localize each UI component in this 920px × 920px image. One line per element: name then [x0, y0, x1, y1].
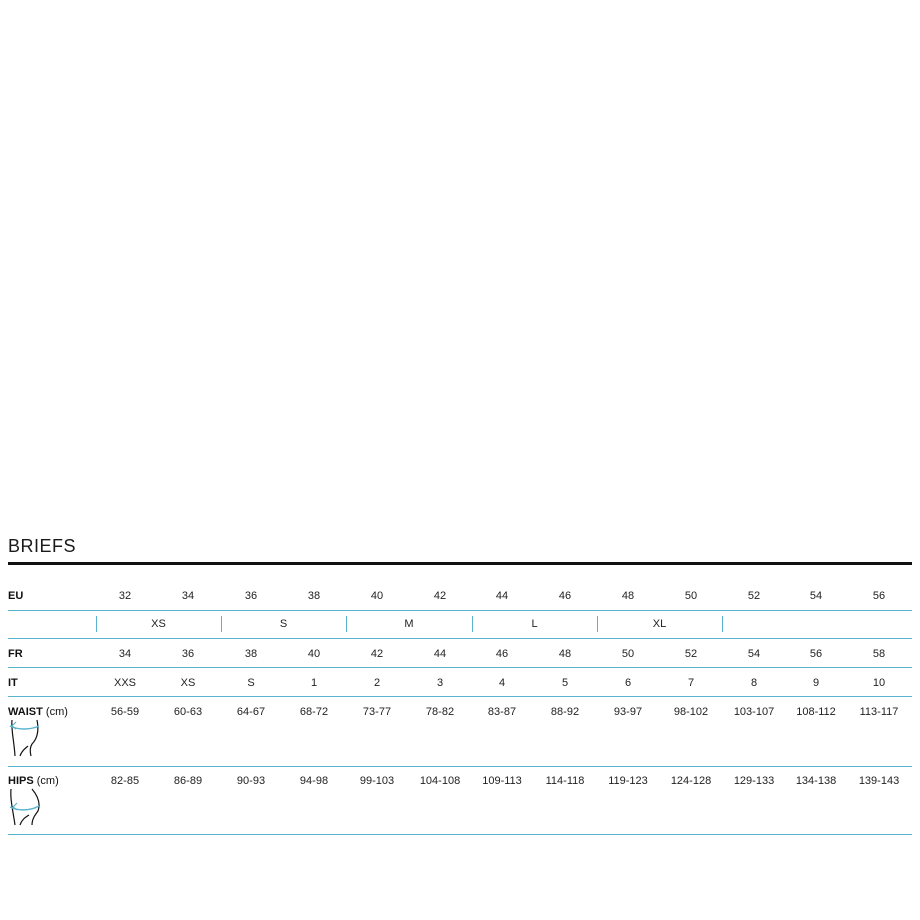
waist-range-cell: 93-97 — [613, 706, 643, 718]
eu-size-cell: 50 — [684, 590, 698, 602]
row-divider — [8, 834, 912, 835]
it-size-cell: 9 — [812, 677, 820, 689]
alpha-size-cell: XL — [652, 618, 667, 630]
waist-range-cell: 73-77 — [362, 706, 392, 718]
fr-size-cell: 36 — [181, 648, 195, 660]
waist-range-cell: 98-102 — [673, 706, 709, 718]
hips-range-cell: 82-85 — [110, 775, 140, 787]
alpha-size-cell: M — [404, 618, 414, 630]
eu-size-cell: 56 — [872, 590, 886, 602]
hips-range-cell: 129-133 — [733, 775, 775, 787]
eu-size-cell: 38 — [307, 590, 321, 602]
waist-range-cell: 103-107 — [733, 706, 775, 718]
eu-size-cell: 44 — [495, 590, 509, 602]
row-divider — [8, 667, 912, 668]
eu-size-cell: 34 — [181, 590, 195, 602]
hips-range-cell: 94-98 — [299, 775, 329, 787]
fr-size-cell: 48 — [558, 648, 572, 660]
hips-range-cell: 114-118 — [545, 775, 585, 787]
hips-range-cell: 90-93 — [236, 775, 266, 787]
row-divider — [8, 638, 912, 639]
alpha-size-cell: L — [531, 618, 538, 630]
fr-size-cell: 58 — [872, 648, 886, 660]
row-divider — [8, 766, 912, 767]
eu-size-cell: 46 — [558, 590, 572, 602]
eu-size-cell: 40 — [370, 590, 384, 602]
fr-size-cell: 38 — [244, 648, 258, 660]
hips-range-cell: 124-128 — [670, 775, 712, 787]
row-divider — [8, 610, 912, 611]
it-size-cell: 2 — [373, 677, 381, 689]
fr-row-label: FR — [8, 648, 23, 660]
waist-range-cell: 83-87 — [487, 706, 517, 718]
hips-range-cell: 134-138 — [795, 775, 837, 787]
fr-size-cell: 50 — [621, 648, 635, 660]
it-size-cell: 6 — [624, 677, 632, 689]
waist-range-cell: 56-59 — [110, 706, 140, 718]
waist-range-cell: 88-92 — [550, 706, 580, 718]
eu-size-cell: 32 — [118, 590, 132, 602]
it-size-cell: S — [247, 677, 255, 689]
alpha-size-cell: XS — [151, 618, 166, 630]
fr-size-cell: 34 — [118, 648, 132, 660]
hips-range-cell: 109-113 — [482, 775, 522, 787]
it-size-cell: 1 — [310, 677, 318, 689]
eu-size-cell: 48 — [621, 590, 635, 602]
row-divider — [8, 696, 912, 697]
eu-row-label: EU — [8, 590, 24, 602]
waist-range-cell: 108-112 — [796, 706, 836, 718]
eu-size-cell: 42 — [433, 590, 447, 602]
size-group-separator — [722, 616, 723, 632]
it-size-cell: 7 — [687, 677, 695, 689]
fr-size-cell: 56 — [809, 648, 823, 660]
fr-size-cell: 46 — [495, 648, 509, 660]
hips-measure-icon — [8, 787, 42, 832]
it-size-cell: 5 — [561, 677, 569, 689]
hips-range-cell: 99-103 — [359, 775, 395, 787]
it-size-cell: 10 — [872, 677, 886, 689]
it-size-cell: 8 — [750, 677, 758, 689]
waist-measure-icon — [8, 718, 42, 763]
it-size-cell: XXS — [113, 677, 136, 689]
chart-title: BRIEFS — [8, 536, 77, 556]
waist-range-cell: 64-67 — [236, 706, 266, 718]
eu-size-cell: 54 — [809, 590, 823, 602]
it-size-cell: 4 — [498, 677, 506, 689]
eu-size-cell: 36 — [244, 590, 258, 602]
title-divider — [8, 562, 912, 565]
it-size-cell: 3 — [436, 677, 444, 689]
waist-range-cell: 78-82 — [425, 706, 455, 718]
fr-size-cell: 40 — [307, 648, 321, 660]
waist-range-cell: 68-72 — [299, 706, 329, 718]
waist-row-label: WAIST (cm) — [8, 706, 68, 718]
hips-range-cell: 86-89 — [173, 775, 203, 787]
fr-size-cell: 42 — [370, 648, 384, 660]
it-size-cell: XS — [180, 677, 196, 689]
waist-range-cell: 60-63 — [173, 706, 203, 718]
fr-size-cell: 54 — [747, 648, 761, 660]
alpha-size-cell: S — [279, 618, 288, 630]
hips-range-cell: 104-108 — [419, 775, 461, 787]
fr-size-cell: 52 — [684, 648, 698, 660]
hips-row-label: HIPS (cm) — [8, 775, 59, 787]
waist-range-cell: 113-117 — [859, 706, 899, 718]
hips-range-cell: 119-123 — [608, 775, 648, 787]
hips-range-cell: 139-143 — [858, 775, 900, 787]
it-row-label: IT — [8, 677, 18, 689]
fr-size-cell: 44 — [433, 648, 447, 660]
eu-size-cell: 52 — [747, 590, 761, 602]
